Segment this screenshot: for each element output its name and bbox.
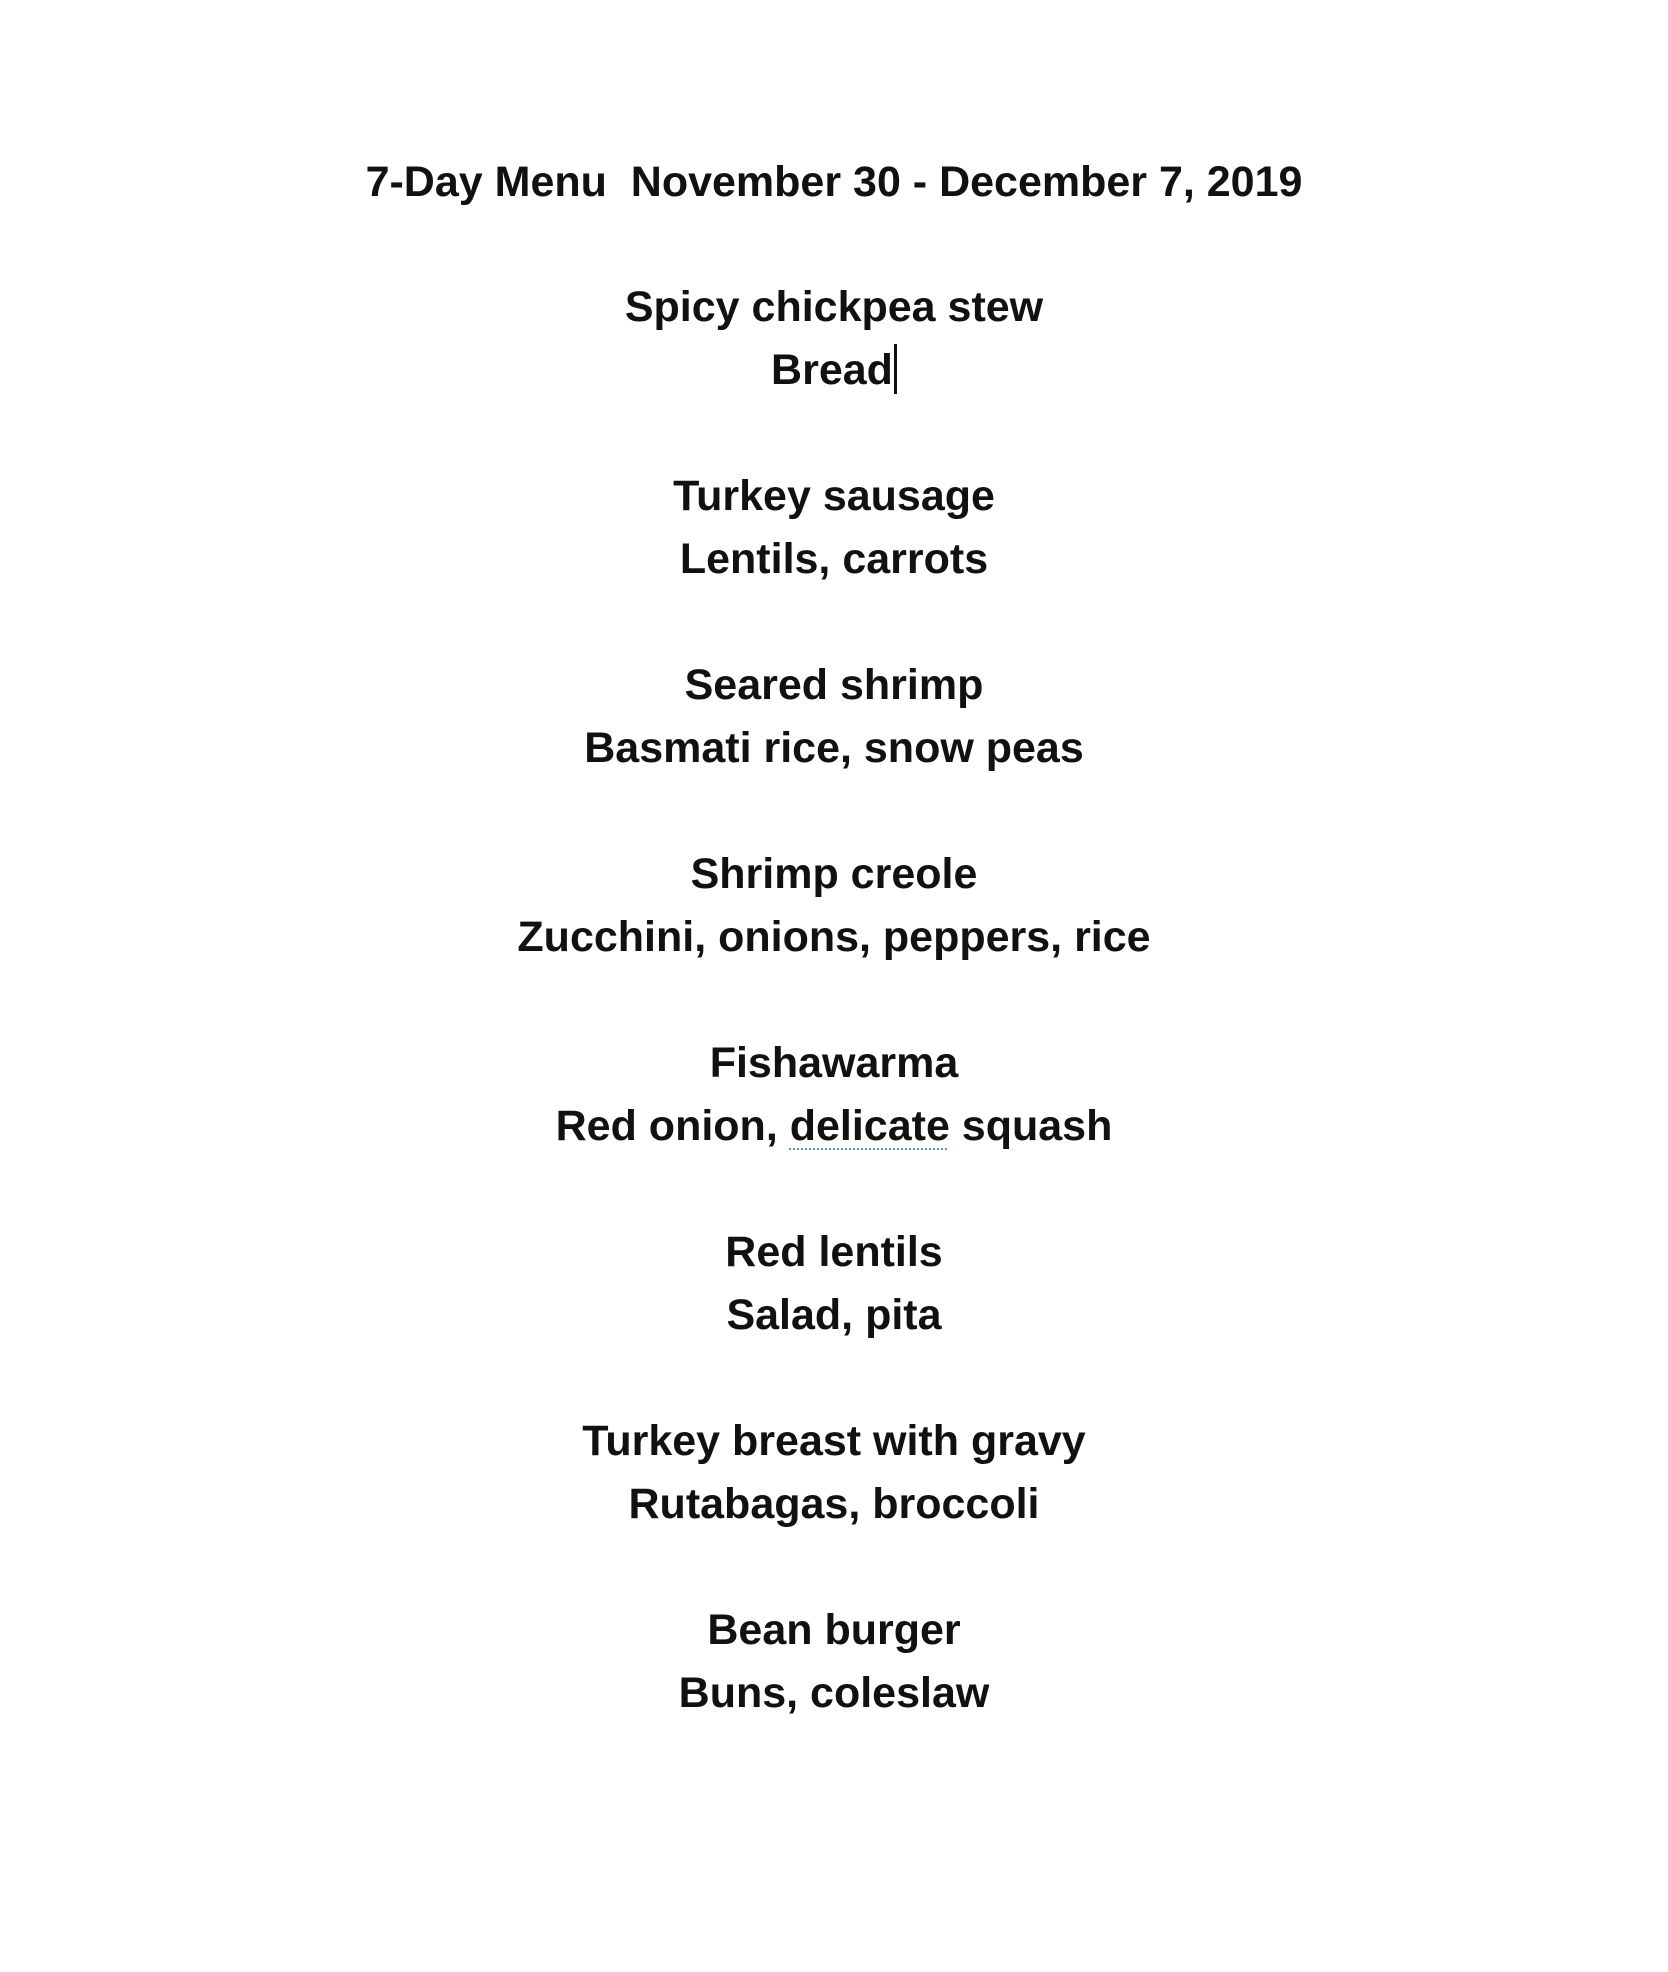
main-dish: Turkey sausage bbox=[673, 472, 995, 520]
menu-day-8 bbox=[0, 1599, 1668, 1788]
side-dishes: Zucchini, onions, peppers, rice bbox=[517, 913, 1151, 961]
menu-day-4 bbox=[0, 843, 1668, 1032]
side-dishes: Salad, pita bbox=[726, 1291, 942, 1339]
menu-day-2 bbox=[0, 465, 1668, 654]
main-dish: Turkey breast with gravy bbox=[582, 1417, 1086, 1465]
side-dishes: Basmati rice, snow peas bbox=[584, 724, 1084, 772]
side-dishes: Lentils, carrots bbox=[679, 535, 989, 583]
main-dish: Spicy chickpea stew bbox=[624, 283, 1044, 331]
side-dishes: Buns, coleslaw bbox=[678, 1669, 990, 1717]
menu-day-5 bbox=[0, 1032, 1668, 1221]
main-dish: Seared shrimp bbox=[684, 661, 984, 709]
text-cursor bbox=[894, 344, 897, 394]
side-dishes: Bread bbox=[0, 339, 1668, 402]
side-dishes: Rutabagas, broccoli bbox=[628, 1480, 1040, 1528]
main-dish: Red lentils bbox=[725, 1228, 943, 1276]
sides-prefix: Red onion, bbox=[555, 1102, 790, 1150]
menu-day-3 bbox=[0, 654, 1668, 843]
menu-day-7 bbox=[0, 1410, 1668, 1599]
sides-suffix: squash bbox=[949, 1102, 1113, 1150]
main-dish: Fishawarma bbox=[709, 1039, 959, 1087]
menu-list bbox=[0, 276, 1668, 1788]
main-dish: Bean burger bbox=[707, 1606, 961, 1654]
main-dish: Shrimp creole bbox=[690, 850, 978, 898]
menu-day-1 bbox=[0, 276, 1668, 465]
spellcheck-flagged-word[interactable]: delicate bbox=[789, 1102, 950, 1150]
menu-title: 7-Day Menu November 30 - December 7, 2019 bbox=[365, 158, 1303, 206]
menu-day-6 bbox=[0, 1221, 1668, 1410]
side-dishes bbox=[0, 1095, 1668, 1158]
